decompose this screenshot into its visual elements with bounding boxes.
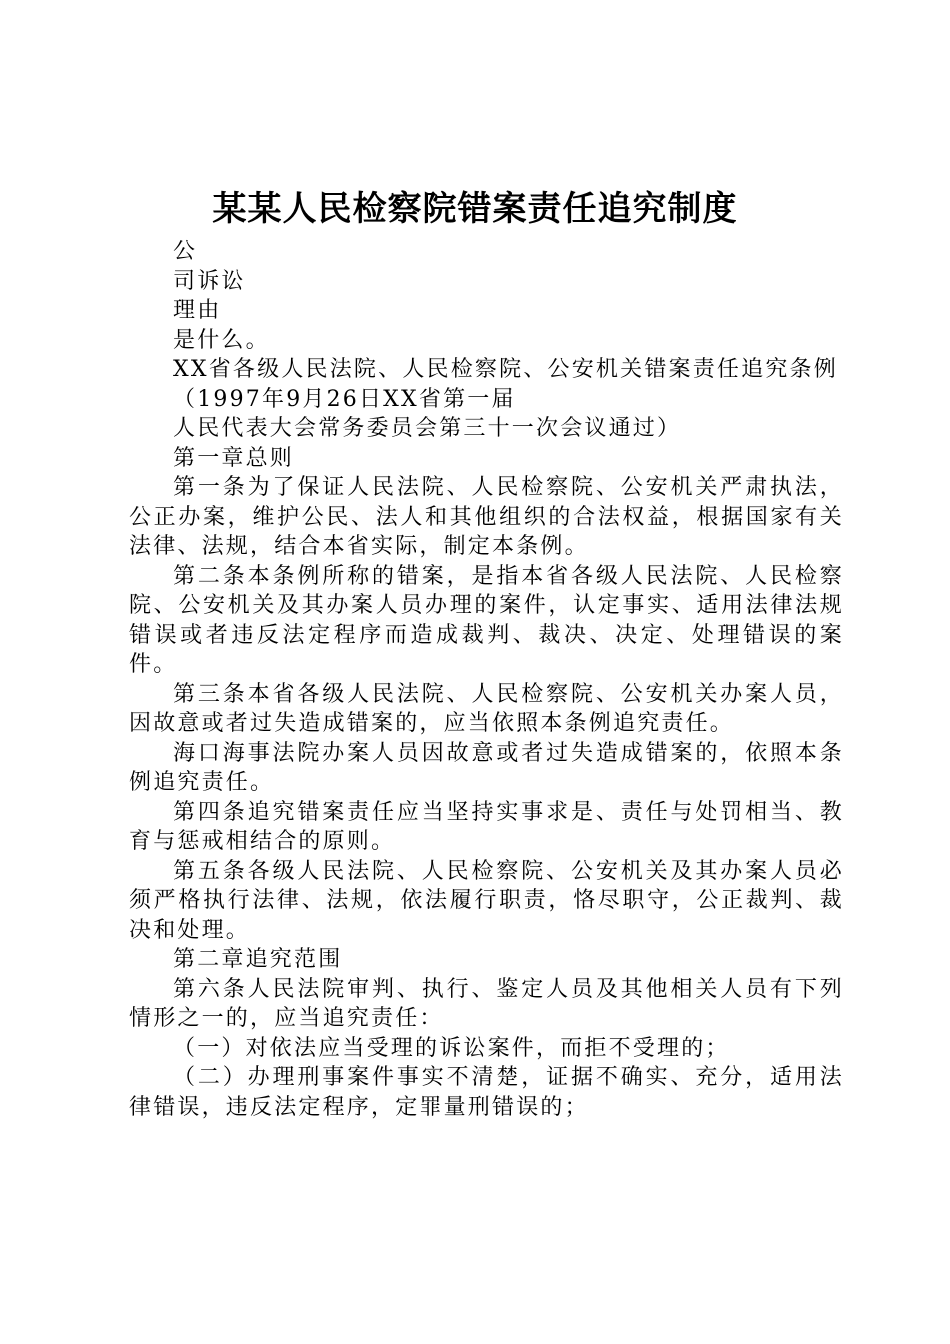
paragraph: 第六条人民法院审判、执行、鉴定人员及其他相关人员有下列情形之一的，应当追究责任：	[129, 976, 844, 1031]
paragraph: 海口海事法院办案人员因故意或者过失造成错案的，依照本条例追究责任。	[129, 740, 844, 795]
paragraph: 第三条本省各级人民法院、人民检察院、公安机关办案人员，因故意或者过失造成错案的，应当依照本条例追究责任。	[129, 681, 844, 736]
paragraph: （一）对依法应当受理的诉讼案件，而拒不受理的；	[173, 1035, 730, 1061]
paragraph: 第一条为了保证人民法院、人民检察院、公安机关严肃执法，公正办案，维护公民、法人和其他组织的合法权益，根据国家有关法律、法规，结合本省实际，制定本条例。	[129, 475, 844, 559]
paragraph: 第五条各级人民法院、人民检察院、公安机关及其办案人员必须严格执行法律、法规，依法履行职责，恪尽职守，公正裁判、裁决和处理。	[129, 858, 844, 943]
document-title: 某某人民检察院错案责任追究制度	[212, 189, 738, 229]
paragraph: 司诉讼	[173, 268, 246, 294]
paragraph: XX省各级人民法院、人民检察院、公安机关错案责任追究条例	[173, 357, 838, 382]
paragraph: 第二条本条例所称的错案，是指本省各级人民法院、人民检察院、公安机关及其办案人员办理的案件，认定事实、适用法律法规错误或者违反法定程序而造成裁判、裁决、决定、处理错误的案件。	[129, 563, 844, 677]
paragraph: （1997年9月26日XX省第一届	[173, 386, 516, 412]
paragraph: 理由	[173, 298, 222, 323]
chapter-heading: 第二章追究范围	[173, 947, 343, 972]
paragraph: （二）办理刑事案件事实不清楚，证据不确实、充分，适用法律错误，违反法定程序，定罪量刑错误的；	[129, 1065, 844, 1120]
document-body	[129, 237, 844, 1122]
paragraph: 第四条追究错案责任应当坚持实事求是、责任与处罚相当、教育与惩戒相结合的原则。	[129, 799, 844, 854]
paragraph: 是什么。	[173, 327, 270, 353]
paragraph: 公	[173, 239, 198, 264]
chapter-heading: 第一章总则	[173, 445, 295, 471]
paragraph: 人民代表大会常务委员会第三十一次会议通过）	[173, 416, 682, 441]
